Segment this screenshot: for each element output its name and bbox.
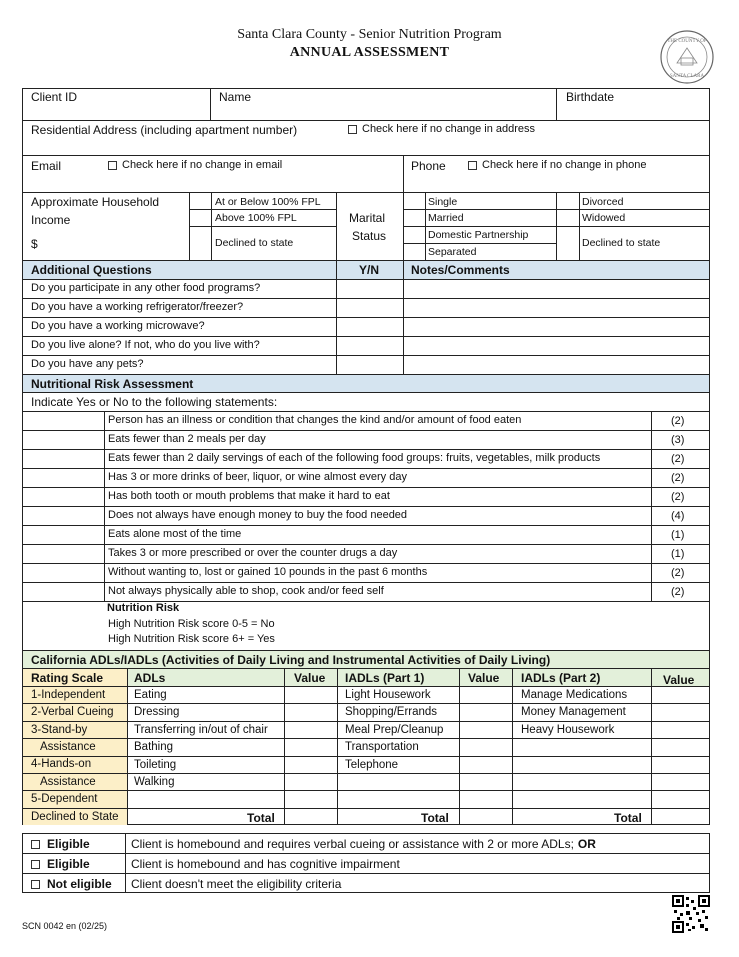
yn-answer-field[interactable] <box>337 299 402 316</box>
program-name: Santa Clara County - Senior Nutrition Program <box>237 27 502 42</box>
adl-item: Walking <box>134 776 175 788</box>
risk-points: (1) <box>671 529 685 541</box>
notes-header: Notes/Comments <box>411 263 510 277</box>
email-check-label: Check here if no change in email <box>122 159 283 171</box>
adl-value-field[interactable] <box>460 791 511 806</box>
form-title: ANNUAL ASSESSMENT <box>289 45 450 60</box>
risk-statement: Takes 3 or more prescribed or over the counter drugs a day <box>108 547 398 559</box>
rating-scale-item: Assistance <box>40 741 96 753</box>
risk-statement: Eats alone most of the time <box>108 528 242 540</box>
marital-separated: Separated <box>428 246 477 258</box>
eligibility-description: Client is homebound and has cognitive impairment <box>131 857 400 871</box>
adl-value-field[interactable] <box>285 757 336 772</box>
risk-title: Nutritional Risk Assessment <box>31 377 194 391</box>
risk-statement: Not always physically able to shop, cook and/or feed self <box>108 585 384 597</box>
notes-field[interactable] <box>404 318 709 335</box>
risk-answer-field[interactable] <box>23 469 103 486</box>
additional-question: Do you have a working microwave? <box>31 320 205 332</box>
eligibility-text <box>131 878 345 890</box>
risk-statement: Eats fewer than 2 meals per day <box>108 433 266 445</box>
phone-no-change-checkbox[interactable] <box>468 160 647 171</box>
eligibility-text <box>131 838 596 850</box>
rating-scale-item: 2-Verbal Cueing <box>31 706 114 718</box>
nutrition-risk-low: High Nutrition Risk score 0-5 = No <box>108 618 275 630</box>
marital-label-1: Marital <box>349 211 386 225</box>
eligibility-checkbox[interactable] <box>31 878 112 890</box>
checkbox-icon <box>31 840 40 849</box>
adl-value-field[interactable] <box>652 722 709 737</box>
risk-points: (1) <box>671 548 685 560</box>
iadl2-item: Money Management <box>521 706 626 718</box>
adl-item: Dressing <box>134 706 180 718</box>
fpl-above: Above 100% FPL <box>215 212 297 224</box>
nutrition-risk-title: Nutrition Risk <box>107 602 180 614</box>
qr-code <box>672 895 710 933</box>
marital-married: Married <box>428 212 464 224</box>
risk-statement: Without wanting to, lost or gained 10 pounds in the past 6 months <box>108 566 428 578</box>
form-code: SCN 0042 en (02/25) <box>22 921 108 931</box>
marital-domestic: Domestic Partnership <box>428 229 529 241</box>
additional-questions-title: Additional Questions <box>31 263 152 277</box>
notes-field[interactable] <box>404 356 709 373</box>
risk-points: (2) <box>671 586 685 598</box>
risk-points: (3) <box>671 434 685 446</box>
rating-scale-item: Declined to State <box>31 811 119 823</box>
yn-answer-field[interactable] <box>337 280 402 297</box>
iadl1-total-label: Total <box>421 811 449 825</box>
checkbox-icon <box>108 161 117 170</box>
iadl1-item: Meal Prep/Cleanup <box>345 724 444 736</box>
iadl1-item: Telephone <box>345 759 399 771</box>
nutrition-risk-high: High Nutrition Risk score 6+ = Yes <box>108 633 275 645</box>
address-no-change-checkbox[interactable] <box>348 124 535 135</box>
additional-question: Do you participate in any other food programs? <box>31 282 261 294</box>
yn-answer-field[interactable] <box>337 318 402 335</box>
adl-value-header: Value <box>294 671 326 685</box>
notes-field[interactable] <box>404 280 709 297</box>
fpl-declined: Declined to state <box>215 237 294 249</box>
iadl1-item: Shopping/Errands <box>345 706 438 718</box>
adl-value-field[interactable] <box>652 687 709 702</box>
eligibility-suffix: OR <box>577 837 596 851</box>
iadl1-item: Transportation <box>345 741 419 753</box>
adl-item: Bathing <box>134 741 174 753</box>
svg-text:THE COUNTY OF: THE COUNTY OF <box>667 39 707 44</box>
iadl1-item: Light Housework <box>345 689 431 701</box>
risk-points: (2) <box>671 415 685 427</box>
fpl-at-below: At or Below 100% FPL <box>215 196 321 208</box>
eligibility-label: Not eligible <box>47 877 112 891</box>
address-check-label: Check here if no change in address <box>362 123 536 135</box>
additional-question: Do you have a working refrigerator/freezer? <box>31 301 244 313</box>
adl-total-label: Total <box>247 811 275 825</box>
adl-value-field[interactable] <box>285 739 336 754</box>
risk-answer-field[interactable] <box>23 564 103 581</box>
eligibility-description: Client doesn't meet the eligibility criteria <box>131 877 342 891</box>
eligibility-label: Eligible <box>47 857 90 871</box>
adl-value-field[interactable] <box>460 757 511 772</box>
checkbox-icon <box>348 125 357 134</box>
rating-scale-item: 3-Stand-by <box>31 724 88 736</box>
risk-answer-field[interactable] <box>23 431 103 448</box>
adl-value-field[interactable] <box>460 722 511 737</box>
adl-value-field[interactable] <box>652 739 709 754</box>
risk-statement: Has 3 or more drinks of beer, liquor, or wine almost every day <box>108 471 407 483</box>
adl-value-field[interactable] <box>285 722 336 737</box>
iadl2-value-header: Value <box>663 673 695 687</box>
iadl2-total-label: Total <box>614 811 642 825</box>
marital-divorced: Divorced <box>582 196 624 208</box>
rating-scale-header: Rating Scale <box>31 671 104 685</box>
risk-statement: Person has an illness or condition that changes the kind and/or amount of food eaten <box>108 414 522 426</box>
notes-field[interactable] <box>404 299 709 316</box>
name-label: Name <box>219 90 252 104</box>
eligibility-checkbox[interactable] <box>31 858 90 870</box>
adl-item: Transferring in/out of chair <box>134 724 268 736</box>
phone-check-label: Check here if no change in phone <box>482 159 647 171</box>
risk-instruction: Indicate Yes or No to the following statements: <box>31 395 278 409</box>
income-label-1: Approximate Household <box>31 195 160 209</box>
marital-declined: Declined to state <box>582 237 661 249</box>
adl-item: Eating <box>134 689 167 701</box>
yn-answer-field[interactable] <box>337 356 402 373</box>
rating-scale-item: 5-Dependent <box>31 793 98 805</box>
adl-value-field[interactable] <box>652 774 709 789</box>
adl-title: California ADLs/IADLs (Activities of Daily Living and Instrumental Activities of Daily Living) <box>31 653 551 667</box>
risk-answer-field[interactable] <box>23 450 103 467</box>
notes-field[interactable] <box>404 337 709 354</box>
email-label: Email <box>31 159 62 173</box>
address-label: Residential Address (including apartment number) <box>31 123 298 137</box>
iadl2-item: Heavy Housework <box>521 724 615 736</box>
marital-widowed: Widowed <box>582 212 626 224</box>
adl-value-field[interactable] <box>285 687 336 702</box>
adl-item: Toileting <box>134 759 177 771</box>
additional-question: Do you live alone? If not, who do you live with? <box>31 339 260 351</box>
rating-scale-item: 4-Hands-on <box>31 758 92 770</box>
iadl1-value-header: Value <box>468 671 500 685</box>
eligibility-label: Eligible <box>47 837 90 851</box>
rating-scale-item: 1-Independent <box>31 689 106 701</box>
risk-points: (2) <box>671 472 685 484</box>
adl-value-field[interactable] <box>652 791 709 806</box>
adl-value-field[interactable] <box>285 704 336 719</box>
adl-value-field[interactable] <box>652 704 709 719</box>
yn-answer-field[interactable] <box>337 337 402 354</box>
email-no-change-checkbox[interactable] <box>108 160 282 171</box>
adl-value-field[interactable] <box>460 774 511 789</box>
risk-answer-field[interactable] <box>23 526 103 543</box>
eligibility-text <box>131 858 404 870</box>
svg-text:SANTA CLARA: SANTA CLARA <box>669 74 705 79</box>
checkbox-icon <box>468 161 477 170</box>
adl-value-field[interactable] <box>285 791 336 806</box>
adl-value-field[interactable] <box>460 739 511 754</box>
iadl2-item: Manage Medications <box>521 689 628 701</box>
county-seal-logo <box>660 30 714 84</box>
income-label-2: Income <box>31 213 71 227</box>
iadl1-header: IADLs (Part 1) <box>345 671 425 685</box>
risk-points: (2) <box>671 453 685 465</box>
rating-scale-item: Assistance <box>40 776 96 788</box>
risk-answer-field[interactable] <box>23 545 103 562</box>
risk-statement: Eats fewer than 2 daily servings of each of the following food groups: fruits, vegetables, milk products <box>108 452 601 464</box>
income-dollar: $ <box>31 237 38 251</box>
marital-label-2: Status <box>352 229 387 243</box>
additional-question: Do you have any pets? <box>31 358 144 370</box>
phone-label: Phone <box>411 159 446 173</box>
risk-points: (4) <box>671 510 685 522</box>
adls-header: ADLs <box>134 671 166 685</box>
eligibility-checkbox[interactable] <box>31 838 90 850</box>
risk-answer-field[interactable] <box>23 412 103 429</box>
risk-points: (2) <box>671 567 685 579</box>
risk-answer-field[interactable] <box>23 488 103 505</box>
risk-statement: Does not always have enough money to buy the food needed <box>108 509 408 521</box>
risk-points: (2) <box>671 491 685 503</box>
yn-header: Y/N <box>359 263 380 277</box>
adl-value-field[interactable] <box>285 774 336 789</box>
iadl2-header: IADLs (Part 2) <box>521 671 601 685</box>
marital-single: Single <box>428 196 458 208</box>
adl-value-field[interactable] <box>460 704 511 719</box>
adl-value-field[interactable] <box>652 757 709 772</box>
risk-answer-field[interactable] <box>23 507 103 524</box>
birthdate-label: Birthdate <box>566 90 615 104</box>
eligibility-description: Client is homebound and requires verbal cueing or assistance with 2 or more ADLs; <box>131 837 574 851</box>
adl-value-field[interactable] <box>460 687 511 702</box>
risk-statement: Has both tooth or mouth problems that make it hard to eat <box>108 490 390 502</box>
checkbox-icon <box>31 880 40 889</box>
risk-answer-field[interactable] <box>23 583 103 600</box>
checkbox-icon <box>31 860 40 869</box>
client-id-label: Client ID <box>31 90 78 104</box>
